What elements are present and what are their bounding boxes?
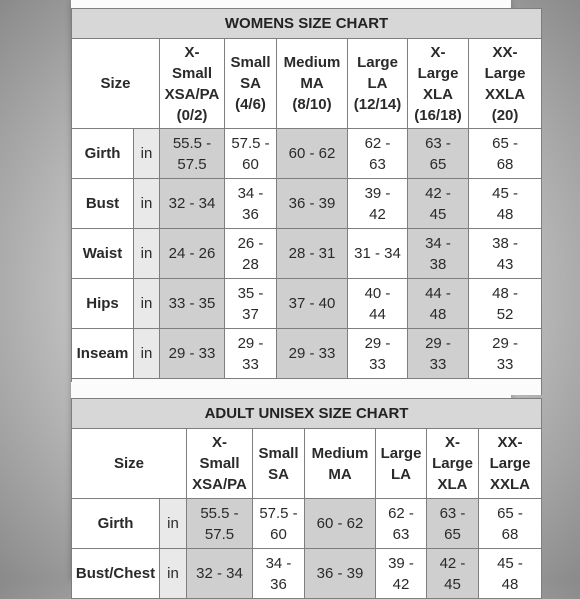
- size-value-cell: [225, 129, 277, 179]
- unit-cell: in: [134, 329, 160, 379]
- cell-line: 63 -: [439, 504, 466, 522]
- cell-line: SA: [240, 75, 261, 92]
- cell-line: 48: [501, 575, 519, 593]
- cell-line: X-: [184, 43, 200, 61]
- cell-line: 35 -: [237, 284, 264, 302]
- cell-line: LA: [391, 465, 411, 483]
- cell-line: 48: [429, 305, 447, 323]
- cell-line: 57.5: [177, 155, 207, 173]
- size-column-header: [479, 429, 542, 499]
- size-column-header: [427, 429, 479, 499]
- size-column-header: [305, 429, 376, 499]
- size-column-header: [469, 39, 542, 129]
- size-value-cell: [348, 229, 408, 279]
- unit-cell: in: [134, 279, 160, 329]
- cell-line: 45 -: [497, 554, 523, 572]
- cell-line: LA: [367, 75, 388, 92]
- table-row: [72, 179, 542, 229]
- size-column-header: [408, 39, 469, 129]
- cell-line: (4/6): [235, 96, 266, 113]
- table-row: [72, 329, 542, 379]
- size-value-cell: [160, 179, 225, 229]
- unisex-size-chart-table: [71, 398, 542, 599]
- table-row: [72, 229, 542, 279]
- cell-line: X-: [445, 434, 460, 451]
- cell-line: 38 -: [492, 234, 518, 252]
- cell-line: 34 -: [265, 554, 292, 572]
- cell-line: 63 -: [425, 134, 451, 152]
- cell-line: 60 - 62: [316, 515, 364, 532]
- cell-line: 36: [242, 205, 259, 223]
- cell-line: XLA: [437, 476, 468, 493]
- womens-header-row: [72, 39, 542, 129]
- size-value-cell: [160, 329, 225, 379]
- cell-line: 31 - 34: [354, 245, 401, 262]
- cell-line: 63: [369, 155, 386, 173]
- cell-line: 52: [496, 305, 514, 323]
- cell-line: Large: [432, 455, 473, 472]
- size-value-cell: [479, 549, 542, 599]
- size-column-header: [160, 39, 225, 129]
- cell-line: 37 - 40: [288, 295, 336, 312]
- cell-line: 29 - 33: [288, 345, 336, 362]
- size-value-cell: [376, 499, 427, 549]
- size-value-cell: [348, 179, 408, 229]
- cell-line: 48 -: [492, 284, 518, 302]
- womens-chart-title: WOMENS SIZE CHART: [72, 9, 542, 39]
- cell-line: Small: [171, 64, 213, 82]
- cell-line: X-: [212, 434, 227, 451]
- cell-line: 29 - 33: [168, 345, 216, 362]
- size-column-header: [277, 39, 348, 129]
- size-value-cell: [305, 499, 376, 549]
- cell-line: Large: [417, 64, 459, 82]
- measurement-label: Hips: [72, 279, 134, 329]
- cell-line: MA: [328, 465, 352, 483]
- cell-line: 55.5 -: [172, 134, 212, 152]
- cell-line: 62 -: [364, 134, 391, 152]
- cell-line: 26 -: [237, 234, 264, 252]
- cell-line: Large: [357, 54, 398, 71]
- table-row: [72, 499, 542, 549]
- cell-line: 57.5 -: [231, 134, 270, 152]
- size-value-cell: [187, 549, 253, 599]
- size-value-cell: [225, 329, 277, 379]
- womens-size-chart-table: [71, 8, 542, 395]
- cell-line: MA: [300, 75, 324, 92]
- unit-cell: in: [160, 499, 187, 549]
- cell-line: 43: [496, 255, 514, 273]
- size-value-cell: [187, 499, 253, 549]
- cell-line: 36 - 39: [316, 565, 364, 582]
- cell-line: 29 -: [364, 334, 391, 352]
- cell-line: Medium: [311, 444, 369, 462]
- cell-line: 65 -: [492, 134, 518, 152]
- cell-line: (8/10): [292, 96, 332, 113]
- measurement-label: Girth: [72, 499, 160, 549]
- cell-line: 63: [392, 525, 410, 543]
- size-value-cell: [160, 279, 225, 329]
- cell-line: 37: [242, 305, 259, 323]
- cell-line: 68: [501, 525, 519, 543]
- size-value-cell: [225, 229, 277, 279]
- cell-line: XX-: [497, 434, 523, 451]
- cell-line: XX-: [492, 43, 518, 61]
- size-value-cell: [305, 549, 376, 599]
- size-value-cell: [469, 179, 542, 229]
- size-value-cell: [408, 229, 469, 279]
- cell-line: 45 -: [492, 184, 518, 202]
- size-value-cell: [427, 549, 479, 599]
- cell-line: Large: [489, 455, 531, 472]
- cell-line: Small: [258, 444, 299, 462]
- cell-line: XSA/PA: [164, 85, 220, 103]
- cell-line: Small: [230, 54, 271, 71]
- unisex-chart-title: ADULT UNISEX SIZE CHART: [72, 399, 542, 429]
- size-column-header: [225, 39, 277, 129]
- cell-line: XXLA: [490, 476, 531, 493]
- cell-line: 42: [369, 205, 386, 223]
- cell-line: 36: [270, 575, 287, 593]
- cell-line: 33: [369, 355, 386, 373]
- cell-line: 48: [496, 205, 514, 223]
- cell-line: 60: [242, 155, 259, 173]
- size-value-cell: [469, 329, 542, 379]
- cell-line: 42 -: [425, 184, 451, 202]
- measurement-label: Bust: [72, 179, 134, 229]
- cell-line: 32 - 34: [168, 195, 216, 212]
- measurement-label: Bust/Chest: [72, 549, 160, 599]
- size-value-cell: [469, 229, 542, 279]
- cell-line: 29 -: [425, 334, 451, 352]
- section-gap: [71, 382, 511, 398]
- size-value-cell: [408, 329, 469, 379]
- size-value-cell: [277, 179, 348, 229]
- size-value-cell: [469, 129, 542, 179]
- cell-line: 62 -: [388, 504, 414, 522]
- size-value-cell: [225, 279, 277, 329]
- cell-line: 44 -: [425, 284, 451, 302]
- size-value-cell: [427, 499, 479, 549]
- size-value-cell: [160, 229, 225, 279]
- size-value-cell: [348, 329, 408, 379]
- cell-line: 68: [496, 155, 514, 173]
- size-value-cell: [160, 129, 225, 179]
- cell-line: 29 -: [237, 334, 264, 352]
- size-column-header: [376, 429, 427, 499]
- cell-line: 57.5 -: [259, 504, 298, 522]
- cell-line: 60: [270, 525, 287, 543]
- size-column-header: [253, 429, 305, 499]
- cell-line: 65: [444, 525, 461, 543]
- size-value-cell: [253, 549, 305, 599]
- cell-line: 45: [429, 205, 447, 223]
- unit-cell: in: [134, 229, 160, 279]
- cell-line: (12/14): [353, 96, 402, 113]
- size-header: Size: [72, 429, 187, 499]
- cell-line: Small: [199, 455, 240, 472]
- cell-line: 33 - 35: [168, 295, 216, 312]
- cell-line: 55.5 -: [200, 504, 239, 522]
- cell-line: XSA/PA: [192, 476, 247, 493]
- cell-line: (20): [491, 106, 519, 124]
- cell-line: (16/18): [414, 106, 462, 124]
- cell-line: XLA: [423, 85, 453, 103]
- cell-line: 39 -: [364, 184, 391, 202]
- cell-line: SA: [268, 465, 289, 483]
- size-value-cell: [469, 279, 542, 329]
- measurement-label: Waist: [72, 229, 134, 279]
- cell-line: Medium: [283, 54, 341, 71]
- size-value-cell: [408, 179, 469, 229]
- table-row: [72, 129, 542, 179]
- size-column-header: [187, 429, 253, 499]
- cell-line: 28 - 31: [288, 245, 336, 262]
- unit-cell: in: [160, 549, 187, 599]
- table-row: [72, 279, 542, 329]
- size-value-cell: [225, 179, 277, 229]
- size-value-cell: [277, 229, 348, 279]
- cell-line: 24 - 26: [168, 245, 216, 262]
- measurement-label: Inseam: [72, 329, 134, 379]
- unit-cell: in: [134, 179, 160, 229]
- size-value-cell: [348, 129, 408, 179]
- cell-line: 29 -: [492, 334, 518, 352]
- cell-line: 38: [429, 255, 447, 273]
- cell-line: 45: [444, 575, 461, 593]
- size-value-cell: [277, 329, 348, 379]
- cell-line: 34 -: [425, 234, 451, 252]
- cell-line: 57.5: [204, 525, 235, 543]
- size-value-cell: [408, 279, 469, 329]
- size-value-cell: [408, 129, 469, 179]
- cell-line: 39 -: [388, 554, 414, 572]
- cell-line: X-: [430, 43, 446, 61]
- cell-line: 65 -: [497, 504, 523, 522]
- size-column-header: [348, 39, 408, 129]
- cell-line: Large: [380, 444, 422, 462]
- cell-line: 60 - 62: [288, 145, 336, 162]
- unisex-header-row: [72, 429, 542, 499]
- cell-line: 42: [392, 575, 410, 593]
- measurement-label: Girth: [72, 129, 134, 179]
- size-chart-sheet: [71, 0, 531, 593]
- size-value-cell: [277, 279, 348, 329]
- cell-line: 44: [369, 305, 386, 323]
- cell-line: 36 - 39: [288, 195, 336, 212]
- cell-line: 28: [242, 255, 259, 273]
- cell-line: 32 - 34: [196, 565, 243, 582]
- cell-line: 40 -: [364, 284, 391, 302]
- cell-line: 65: [429, 155, 447, 173]
- size-value-cell: [277, 129, 348, 179]
- cell-line: 33: [242, 355, 259, 373]
- size-header: Size: [72, 39, 160, 129]
- cell-line: 33: [496, 355, 514, 373]
- size-value-cell: [253, 499, 305, 549]
- unit-cell: in: [134, 129, 160, 179]
- cell-line: 42 -: [439, 554, 466, 572]
- cell-line: XXLA: [485, 85, 526, 103]
- cell-line: (0/2): [176, 106, 208, 124]
- size-value-cell: [348, 279, 408, 329]
- cell-line: 33: [429, 355, 447, 373]
- cell-line: 34 -: [237, 184, 264, 202]
- size-value-cell: [376, 549, 427, 599]
- table-row: [72, 549, 542, 599]
- cell-line: Large: [484, 64, 526, 82]
- size-value-cell: [479, 499, 542, 549]
